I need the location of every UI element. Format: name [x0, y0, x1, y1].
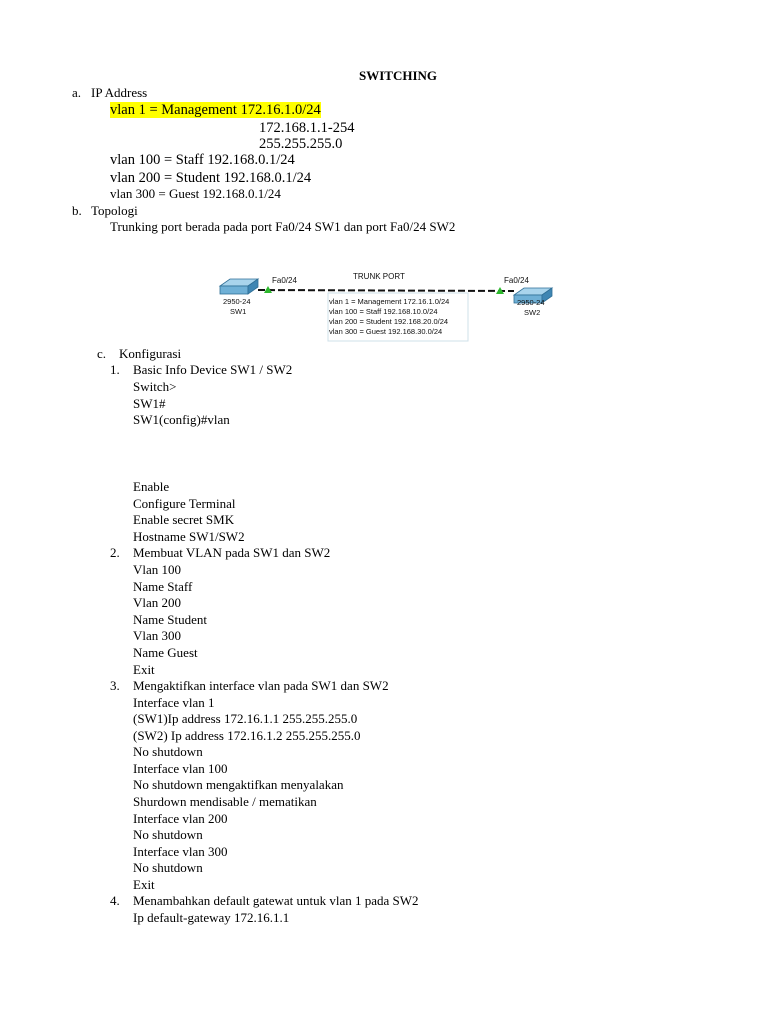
section-b-heading: Topologi	[91, 203, 138, 218]
step1-number: 1.	[110, 362, 120, 377]
page-title: SWITCHING	[359, 68, 438, 83]
step1-line: SW1(config)#vlan	[133, 412, 230, 427]
sw2-model: 2950-24	[517, 298, 545, 307]
step4-number: 4.	[110, 893, 120, 908]
step2-line: Name Guest	[133, 645, 198, 660]
sw1-icon	[220, 279, 258, 294]
step2-line: Vlan 100	[133, 562, 182, 577]
ip-range: 172.168.1.1-254	[259, 120, 355, 136]
step3-number: 3.	[110, 678, 120, 693]
vlan300-line: vlan 300 = Guest 192.168.0.1/24	[110, 186, 281, 201]
step3-line: Interface vlan 100	[133, 761, 228, 776]
sw1-model: 2950-24	[223, 297, 251, 306]
step1-line: Switch>	[133, 379, 177, 394]
subnet-mask: 255.255.255.0	[259, 136, 343, 152]
step3-line: Interface vlan 300	[133, 844, 228, 859]
topology-diagram	[214, 268, 554, 342]
step1-line: Enable	[133, 479, 170, 494]
trunk-link	[258, 290, 514, 291]
section-c-heading: Konfigurasi	[119, 346, 182, 361]
step2-line: Exit	[133, 662, 155, 677]
step3-line: Exit	[133, 877, 155, 892]
step2-number: 2.	[110, 545, 120, 560]
topology-text: Trunking port berada pada port Fa0/24 SW1 dan port Fa0/24 SW2	[110, 219, 456, 234]
section-c-marker: c.	[97, 346, 107, 361]
step3-line: (SW1)Ip address 172.16.1.1 255.255.255.0	[133, 711, 358, 726]
step2-line: Name Student	[133, 612, 208, 627]
step3-line: Interface vlan 1	[133, 695, 215, 710]
step3-line: No shutdown	[133, 860, 203, 875]
step3-title: Mengaktifkan interface vlan pada SW1 dan SW2	[133, 678, 389, 693]
step1-line: Enable secret SMK	[133, 512, 235, 527]
step3-line: No shutdown mengaktifkan menyalakan	[133, 777, 344, 792]
diagram-vlan100: vlan 100 = Staff 192.168.10.0/24	[329, 307, 438, 316]
section-a-marker: a.	[72, 85, 82, 100]
step2-line: Vlan 300	[133, 628, 182, 643]
step2-line: Name Staff	[133, 579, 193, 594]
step3-line: Interface vlan 200	[133, 811, 228, 826]
step3-line: No shutdown	[133, 827, 203, 842]
vlan100-line: vlan 100 = Staff 192.168.0.1/24	[110, 152, 295, 168]
trunk-port-label: TRUNK PORT	[353, 272, 405, 281]
sw1-name: SW1	[230, 307, 247, 316]
diagram-vlan1: vlan 1 = Management 172.16.1.0/24	[329, 297, 450, 306]
step3-line: (SW2) Ip address 172.16.1.2 255.255.255.0	[133, 728, 361, 743]
sw2-name: SW2	[524, 308, 541, 317]
sw2-port-label: Fa0/24	[504, 276, 529, 285]
step4-line: Ip default-gateway 172.16.1.1	[133, 910, 290, 925]
step1-line: SW1#	[133, 396, 166, 411]
diagram-vlan200: vlan 200 = Student 192.168.20.0/24	[329, 317, 449, 326]
step3-line: No shutdown	[133, 744, 203, 759]
vlan200-line: vlan 200 = Student 192.168.0.1/24	[110, 170, 312, 186]
step2-title: Membuat VLAN pada SW1 dan SW2	[133, 545, 331, 560]
step2-line: Vlan 200	[133, 595, 182, 610]
diagram-vlan300: vlan 300 = Guest 192.168.30.0/24	[329, 327, 443, 336]
step1-line: Hostname SW1/SW2	[133, 529, 245, 544]
sw1-port-label: Fa0/24	[272, 276, 297, 285]
step4-title: Menambahkan default gatewat untuk vlan 1 pada SW2	[133, 893, 419, 908]
step1-title: Basic Info Device SW1 / SW2	[133, 362, 293, 377]
section-a-heading: IP Address	[91, 85, 148, 100]
step1-line: Configure Terminal	[133, 496, 236, 511]
section-b-marker: b.	[72, 203, 82, 218]
vlan1-highlight: vlan 1 = Management 172.16.1.0/24	[110, 102, 321, 118]
step3-line: Shurdown mendisable / mematikan	[133, 794, 317, 809]
